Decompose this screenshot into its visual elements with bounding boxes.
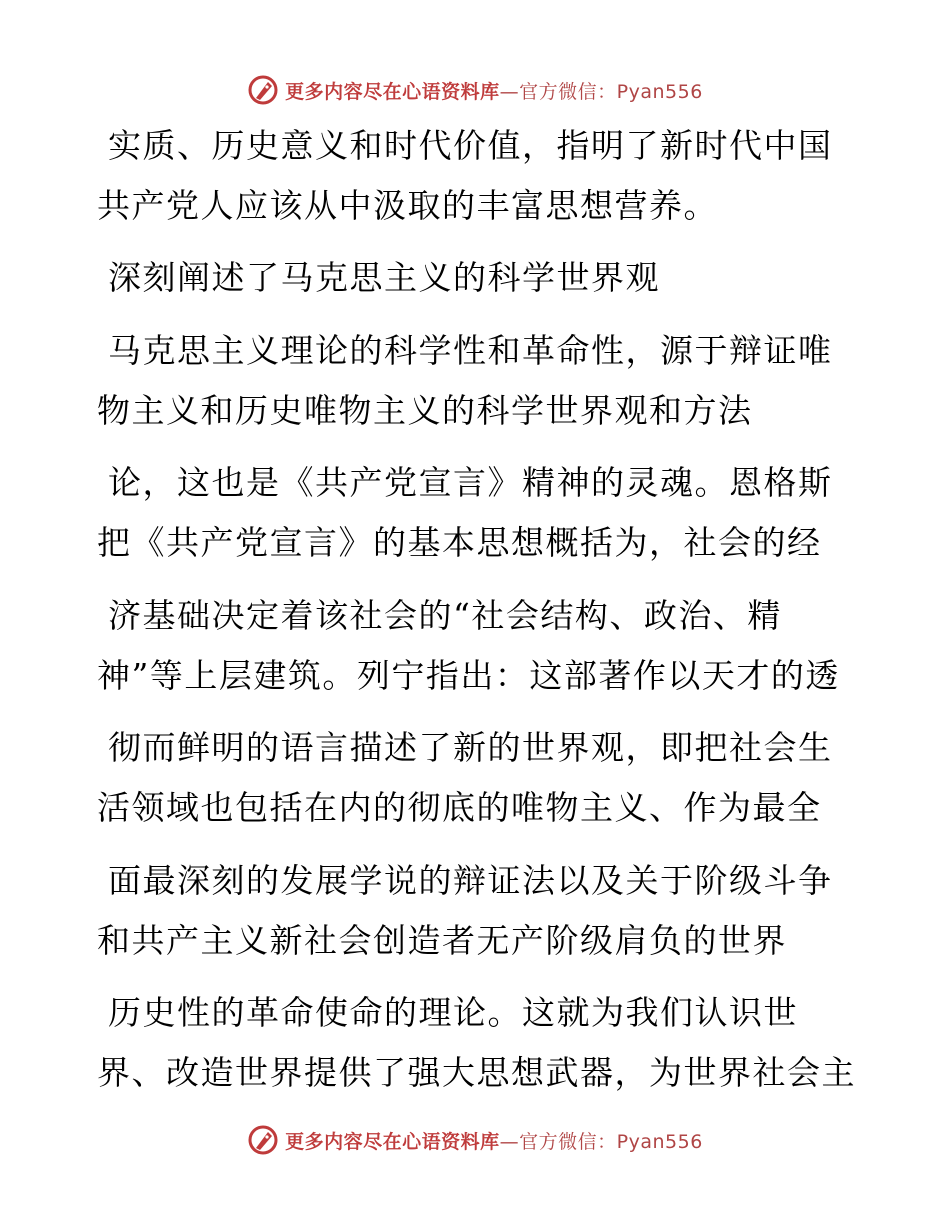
text-line-4: 马克思主义理论的科学性和革命性，源于辩证唯 bbox=[108, 331, 833, 370]
watermark-brand: 更多内容尽在心语资料库 bbox=[285, 1130, 500, 1153]
watermark-brand: 更多内容尽在心语资料库 bbox=[285, 80, 500, 103]
text-line-1: 实质、历史意义和时代价值，指明了新时代中国 bbox=[108, 126, 833, 165]
text-line-14: 历史性的革命使命的理论。这就为我们认识世 bbox=[108, 993, 798, 1032]
pen-nib-circle-icon bbox=[247, 74, 279, 106]
text-line-6: 论，这也是《共产党宣言》精神的灵魂。恩格斯 bbox=[108, 463, 833, 502]
text-line-7: 把《共产党宣言》的基本思想概括为，社会的经 bbox=[97, 523, 822, 562]
footer-watermark bbox=[0, 1120, 950, 1160]
watermark-contact: —官方微信：Pyan556 bbox=[499, 80, 703, 103]
text-line-8: 济基础决定着该社会的“社会结构、政治、精 bbox=[108, 596, 782, 635]
text-line-15: 界、改造世界提供了强大思想武器，为世界社会主 bbox=[97, 1053, 856, 1092]
text-line-9: 神”等上层建筑。列宁指出：这部著作以天才的透 bbox=[97, 656, 840, 695]
text-line-11: 活领域也包括在内的彻底的唯物主义、作为最全 bbox=[97, 788, 822, 827]
text-line-10: 彻而鲜明的语言描述了新的世界观，即把社会生 bbox=[108, 728, 833, 767]
text-line-5: 物主义和历史唯物主义的科学世界观和方法 bbox=[97, 391, 753, 430]
watermark-contact: —官方微信：Pyan556 bbox=[499, 1130, 703, 1153]
watermark-text bbox=[285, 1127, 703, 1154]
text-line-3: 深刻阐述了马克思主义的科学世界观 bbox=[108, 258, 660, 297]
text-line-2: 共产党人应该从中汲取的丰富思想营养。 bbox=[97, 186, 718, 225]
watermark-text bbox=[285, 77, 703, 104]
text-line-13: 和共产主义新社会创造者无产阶级肩负的世界 bbox=[97, 921, 787, 960]
pen-nib-circle-icon bbox=[247, 1124, 279, 1156]
text-line-12: 面最深刻的发展学说的辩证法以及关于阶级斗争 bbox=[108, 861, 833, 900]
header-watermark bbox=[0, 70, 950, 110]
